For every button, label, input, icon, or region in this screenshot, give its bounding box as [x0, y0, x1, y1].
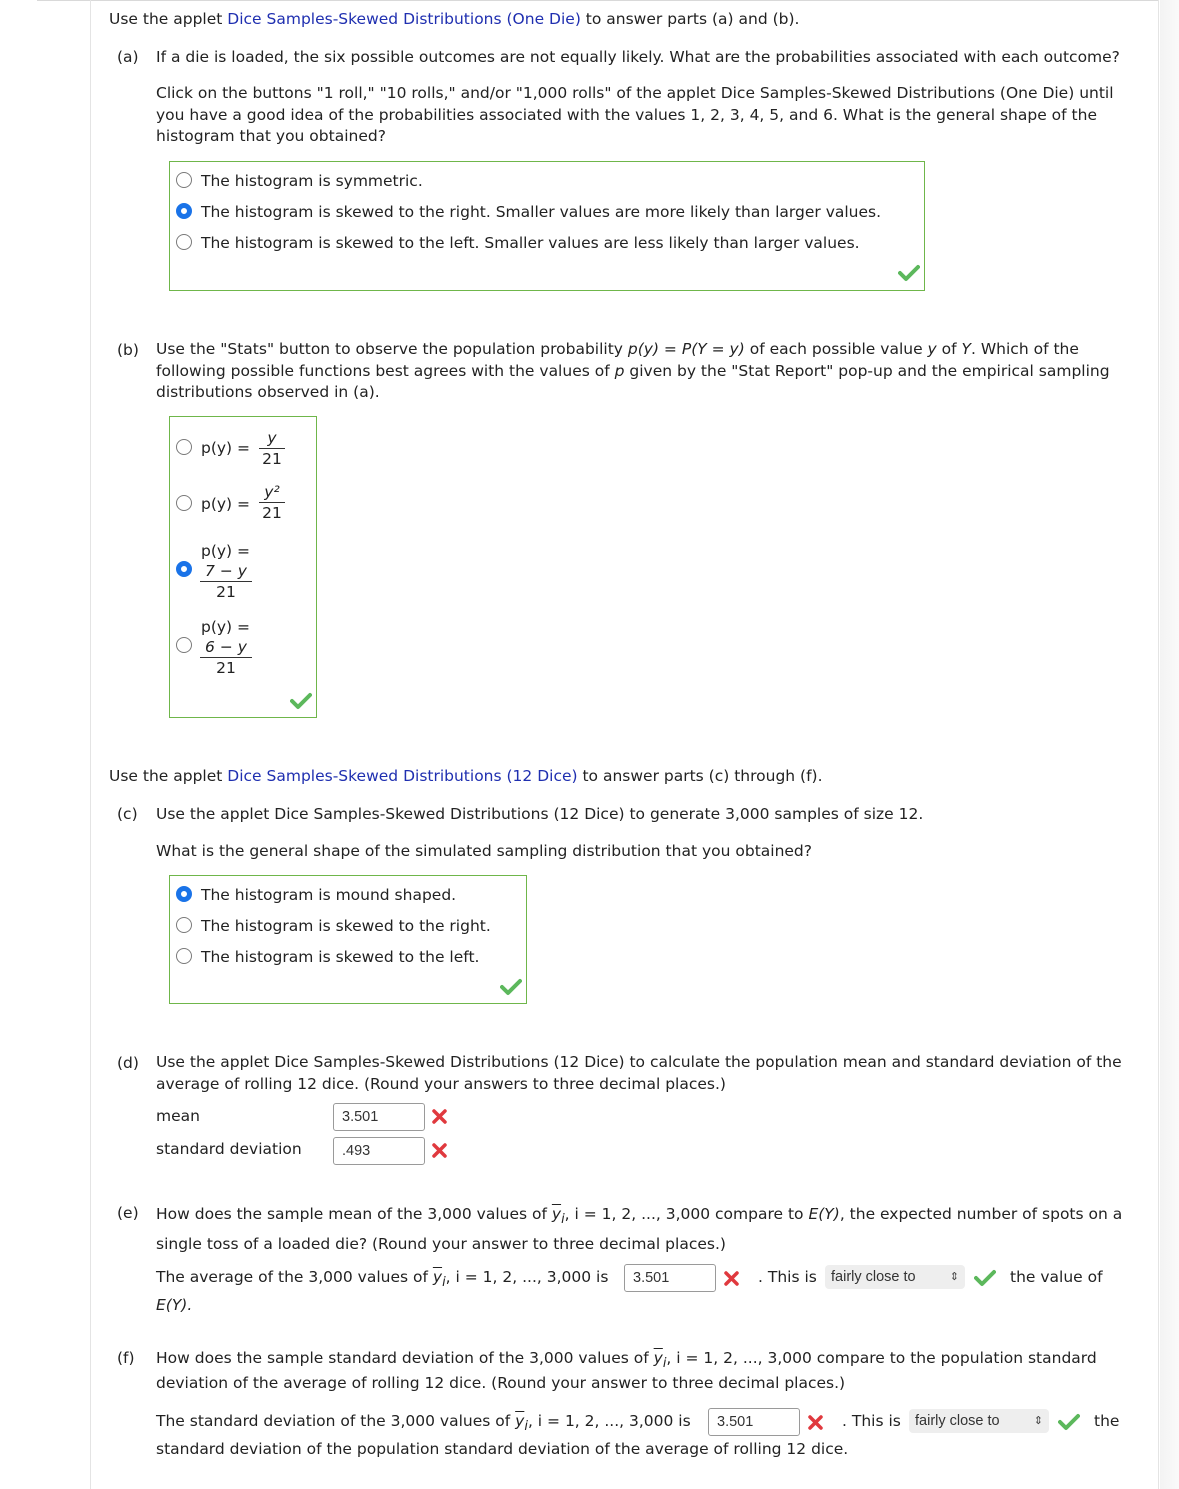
radio-c-2[interactable]: [176, 917, 192, 933]
part-e-this-is: . This is: [758, 1268, 817, 1286]
part-c-question2: What is the general shape of the simulated sampling distribution that you obtained?: [156, 842, 812, 860]
option-b-3-fraction: 7 − y 21: [200, 562, 252, 601]
right-border: [1158, 0, 1159, 1489]
option-a-3[interactable]: The histogram is skewed to the left. Smaller values are less likely than larger values.: [201, 234, 860, 252]
check-icon: [974, 1269, 996, 1287]
radio-c-1-selected[interactable]: [176, 886, 192, 902]
updown-chevron-icon: ⇕: [1033, 1415, 1043, 1427]
left-border: [90, 0, 91, 1489]
option-b-2-fraction: y² 21: [259, 483, 285, 522]
part-b-answer-box: [169, 416, 317, 718]
option-b-3-lhs[interactable]: p(y) =: [201, 542, 251, 560]
radio-a-2-selected[interactable]: [176, 203, 192, 219]
check-icon: [898, 264, 920, 282]
applet-link-one-die[interactable]: Dice Samples-Skewed Distributions (One Die): [227, 10, 581, 28]
check-icon: [500, 978, 522, 996]
part-d-label: (d): [117, 1054, 139, 1072]
part-f-label: (f): [117, 1349, 135, 1367]
radio-a-1[interactable]: [176, 172, 192, 188]
check-icon: [1058, 1413, 1080, 1431]
radio-b-4[interactable]: [176, 637, 192, 653]
option-a-1[interactable]: The histogram is symmetric.: [201, 172, 423, 190]
option-b-1-fraction: y 21: [259, 429, 285, 468]
x-icon: [431, 1108, 448, 1125]
intro-one-die: Use the applet Dice Samples-Skewed Distributions (One Die) to answer parts (a) and (b).: [109, 10, 800, 28]
x-icon: [723, 1270, 740, 1287]
check-icon: [290, 692, 312, 710]
radio-b-2[interactable]: [176, 495, 192, 511]
updown-chevron-icon: ⇕: [949, 1271, 959, 1283]
part-a-label: (a): [117, 48, 139, 66]
intro-12-dice: Use the applet Dice Samples-Skewed Distributions (12 Dice) to answer parts (c) through (f).: [109, 767, 823, 785]
top-divider: [37, 0, 1159, 1]
option-b-4-fraction: 6 − y 21: [200, 638, 252, 677]
option-c-1[interactable]: The histogram is mound shaped.: [201, 886, 457, 904]
right-shade: [1160, 0, 1179, 1489]
applet-link-12-dice[interactable]: Dice Samples-Skewed Distributions (12 Dice): [227, 767, 578, 785]
mean-label: mean: [156, 1107, 200, 1125]
part-f-this-is: . This is: [842, 1412, 901, 1430]
part-f-answer-text: The standard deviation of the 3,000 values of $\overline{y}_i$, i = 1, 2, ..., 3,000 is: [156, 1412, 691, 1435]
part-a-question: If a die is loaded, the six possible outcomes are not equally likely. What are the probabilities associated with each outcome?: [156, 48, 1120, 66]
mean-input[interactable]: 3.501: [333, 1103, 425, 1131]
radio-c-3[interactable]: [176, 948, 192, 964]
part-e-ey: E(Y).: [156, 1296, 193, 1314]
part-f-question-line2: deviation of the average of rolling 12 dice. (Round your answer to three decimal places.): [156, 1374, 846, 1392]
option-b-1-lhs[interactable]: p(y) =: [201, 439, 251, 457]
x-icon: [431, 1142, 448, 1159]
option-a-2[interactable]: The histogram is skewed to the right. Smaller values are more likely than larger values.: [201, 203, 882, 221]
part-a-answer-box: [169, 161, 925, 291]
radio-b-1[interactable]: [176, 439, 192, 455]
part-f-the: the: [1094, 1412, 1120, 1430]
option-c-3[interactable]: The histogram is skewed to the left.: [201, 948, 480, 966]
option-c-2[interactable]: The histogram is skewed to the right.: [201, 917, 491, 935]
sd-sample-input[interactable]: 3.501: [708, 1408, 800, 1436]
comparison-select-e[interactable]: fairly close to ⇕: [825, 1265, 965, 1289]
option-b-2-lhs[interactable]: p(y) =: [201, 495, 251, 513]
part-e-question: How does the sample mean of the 3,000 values of $\overline{y}_i$, i = 1, 2, ..., 3,000 compare to E(Y), the expected number of spots on a single toss of a loaded die? (Round your answer to three decimal places.): [156, 1205, 1123, 1254]
part-c-label: (c): [117, 805, 138, 823]
option-b-4-lhs[interactable]: p(y) =: [201, 618, 251, 636]
part-a-instructions: Click on the buttons "1 roll," "10 rolls," and/or "1,000 rolls" of the applet Dice Samples-Skewed Distributions (One Die) until you have a good idea of the probabilities associated with the values 1, 2, 3, 4, 5, and 6. What is the general shape of the histogram that you obtained?: [156, 84, 1114, 145]
sd-input[interactable]: .493: [333, 1137, 425, 1165]
part-c-answer-box: [169, 875, 527, 1004]
part-e-label: (e): [117, 1204, 139, 1222]
x-icon: [807, 1414, 824, 1431]
part-d-question: Use the applet Dice Samples-Skewed Distributions (12 Dice) to calculate the population mean and standard deviation of the average of rolling 12 dice. (Round your answers to three decimal places.): [156, 1053, 1122, 1093]
avg-input[interactable]: 3.501: [624, 1264, 716, 1292]
part-f-answer-line2: standard deviation of the population standard deviation of the average of rolling 12 dice.: [156, 1440, 849, 1458]
sd-label: standard deviation: [156, 1140, 302, 1158]
part-b-label: (b): [117, 341, 139, 359]
part-c-question: Use the applet Dice Samples-Skewed Distributions (12 Dice) to generate 3,000 samples of size 12.: [156, 805, 924, 823]
radio-a-3[interactable]: [176, 234, 192, 250]
part-e-answer-text: The average of the 3,000 values of $\overline{y}_i$, i = 1, 2, ..., 3,000 is: [156, 1268, 609, 1291]
part-f-question-line1: How does the sample standard deviation of the 3,000 values of $\overline{y}_i$, i = 1, 2, ..., 3,000 compare to the population standard: [156, 1349, 1097, 1372]
radio-b-3-selected[interactable]: [176, 561, 192, 577]
part-e-value-of: the value of: [1010, 1268, 1103, 1286]
comparison-select-f[interactable]: fairly close to ⇕: [909, 1409, 1049, 1433]
part-b-question: Use the "Stats" button to observe the population probability p(y) = P(Y = y) of each possible value y of Y. Which of the following possible functions best agrees with the values of p given by the "Stat Report" pop-up and the empirical sampling distributions observed in (a).: [156, 340, 1110, 401]
